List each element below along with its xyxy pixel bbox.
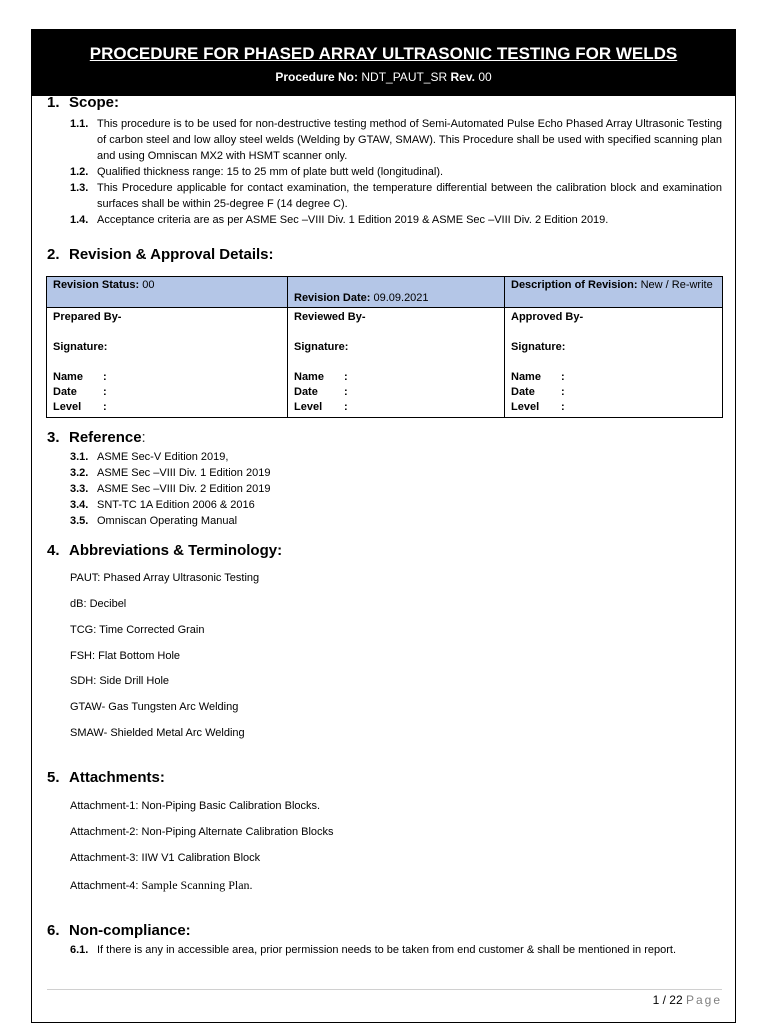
section-abbreviations-heading: 4. Abbreviations & Terminology: [47,542,283,559]
abbreviation-item: PAUT: Phased Array Ultrasonic Testing [70,572,260,584]
abbreviation-item: SDH: Side Drill Hole [70,675,170,687]
reference-item: 3.5. Omniscan Operating Manual [70,515,238,527]
revision-approval-table [46,276,723,418]
table-row [47,277,723,308]
abbreviation-item: SMAW- Shielded Metal Arc Welding [70,727,245,739]
reviewed-by-cell: Reviewed By- Signature: Name : Date : Level : [288,308,505,418]
revision-date-cell: Revision Date: 09.09.2021 [288,277,505,308]
section-reference-heading: 3. Reference: [47,429,146,446]
attachment-item: Attachment-4: Sample Scanning Plan. [70,878,253,892]
abbreviation-item: TCG: Time Corrected Grain [70,624,205,636]
page-number: 1 / 22 Page [652,993,722,1007]
abbreviation-item: FSH: Flat Bottom Hole [70,650,181,662]
reference-item: 3.4. SNT-TC 1A Edition 2006 & 2016 [70,499,255,511]
document-title: PROCEDURE FOR PHASED ARRAY ULTRASONIC TESTING FOR WELDS [89,44,678,63]
reference-item: 3.2. ASME Sec –VIII Div. 1 Edition 2019 [70,467,271,479]
section-attachments-heading: 5. Attachments: [47,769,165,786]
scope-item: 1.1. This procedure is to be used for non-destructive testing method of Semi-Automated Pulse Echo Phased Array Ultrasonic Testing of carbon steel and low alloy steel welds (Welding by GTAW, SMAW). This Procedure shall be used with specified scanning plan and using Omniscan MX2 with HSMT scanner only. [70,118,722,162]
revision-label: Rev. [450,70,475,84]
abbreviation-item: GTAW- Gas Tungsten Arc Welding [70,701,239,713]
attachment-item: Attachment-3: IIW V1 Calibration Block [70,852,261,864]
prepared-by-cell: Prepared By- Signature: Name : Date : Level : [47,308,288,418]
section-scope-heading: 1. Scope: [47,94,120,111]
approved-by-cell: Approved By- Signature: Name : Date : Level : [505,308,723,418]
document-header [32,30,735,96]
procedure-number [32,70,735,84]
attachment-item: Attachment-2: Non-Piping Alternate Calibration Blocks [70,826,334,838]
attachment-item: Attachment-1: Non-Piping Basic Calibration Blocks. [70,800,321,812]
procedure-number-label: Procedure No: [275,70,359,84]
reference-item: 3.1. ASME Sec-V Edition 2019, [70,451,229,463]
reference-item: 3.3. ASME Sec –VIII Div. 2 Edition 2019 [70,483,271,495]
abbreviation-item: dB: Decibel [70,598,127,610]
noncompliance-item: 6.1. If there is any in accessible area, prior permission needs to be taken from end customer & shall be mentioned in report. [70,944,677,956]
scope-item: 1.3. This Procedure applicable for contact examination, the temperature differential between the calibration block and examination surfaces shall be within 25-degree F (14 degree C). [70,182,722,210]
section-noncompliance-heading: 6. Non-compliance: [47,922,191,939]
revision-status-cell: Revision Status: 00 [47,277,288,308]
procedure-number-value: NDT_PAUT_SR [361,70,448,84]
footer-divider [47,989,722,990]
revision-description-cell: Description of Revision: New / Re-write [505,277,723,308]
table-row [47,308,723,418]
revision-value: 00 [478,70,492,84]
section-revision-heading: 2. Revision & Approval Details: [47,246,274,263]
scope-item: 1.4. Acceptance criteria are as per ASME Sec –VIII Div. 1 Edition 2019 & ASME Sec –VIII Div. 2 Edition 2019. [70,214,609,226]
scope-item: 1.2. Qualified thickness range: 15 to 25 mm of plate butt weld (longitudinal). [70,166,444,178]
